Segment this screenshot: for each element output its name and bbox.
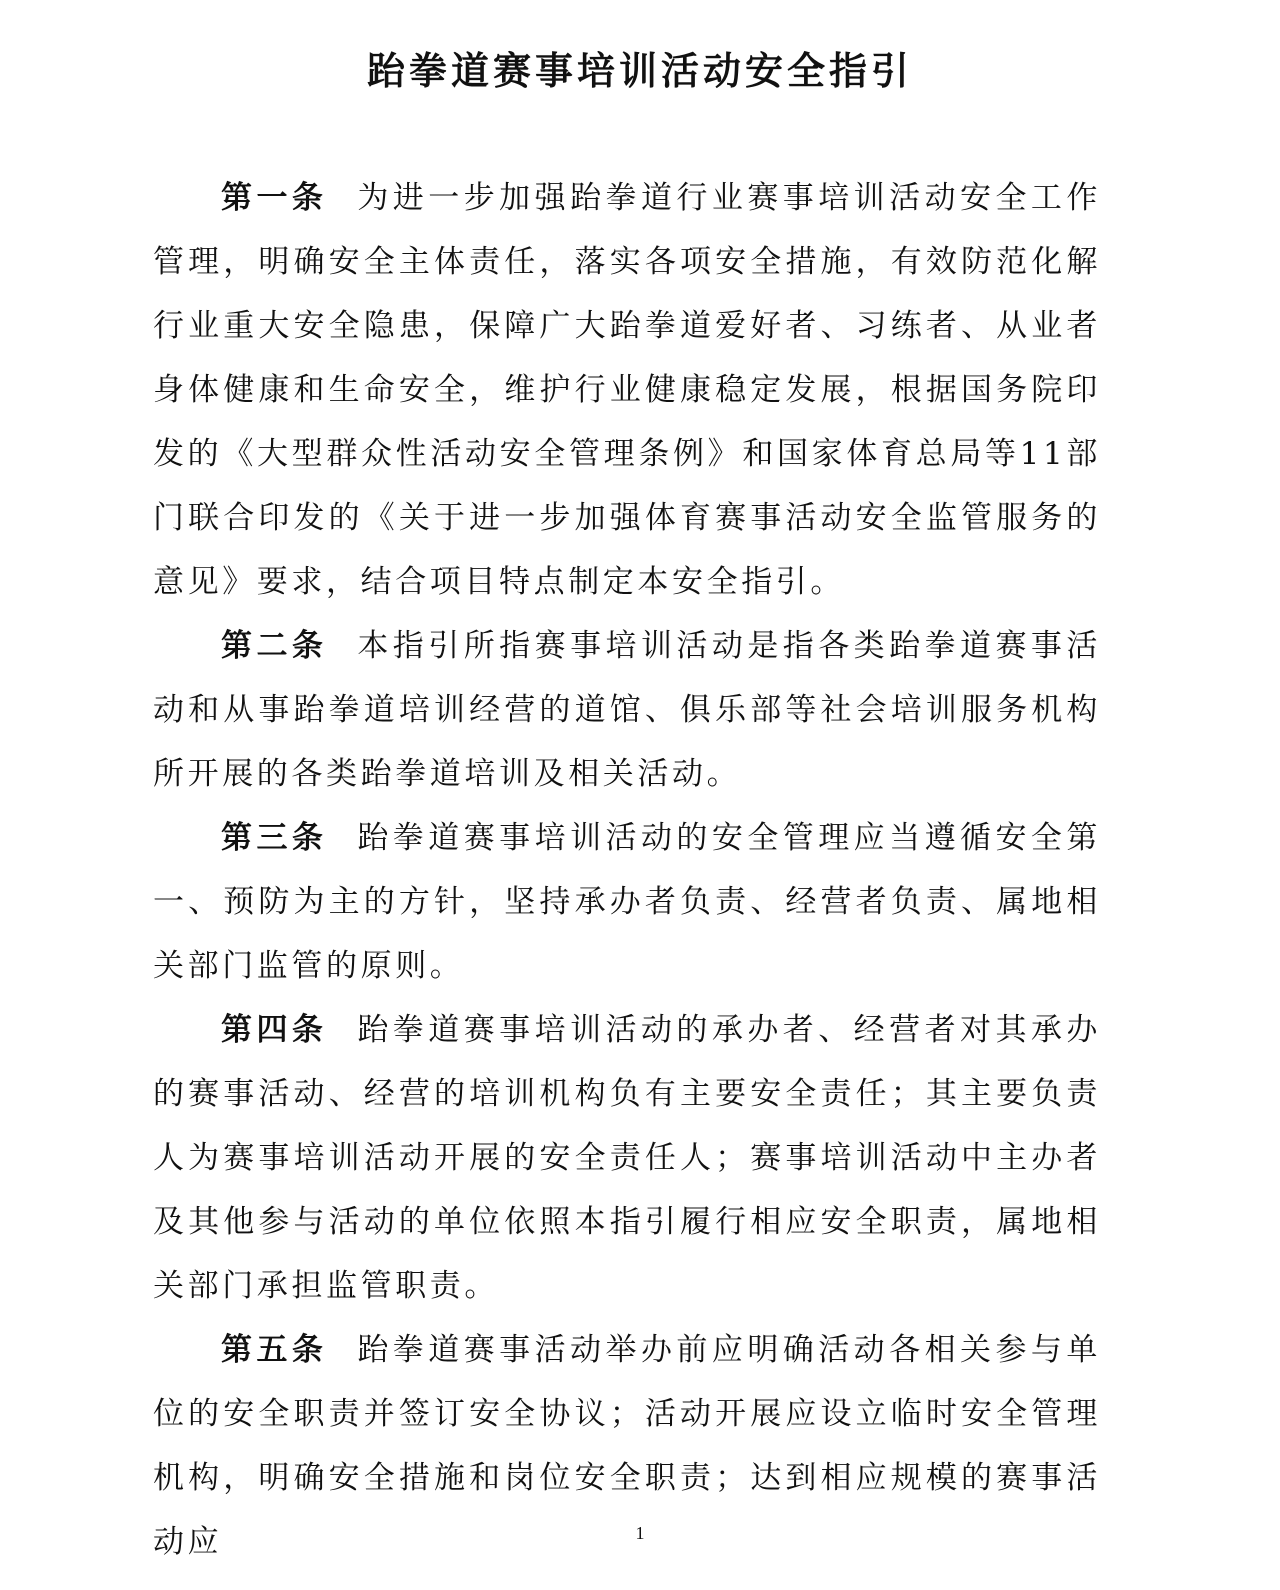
article-label: 第四条	[221, 1012, 328, 1048]
document-title: 跆拳道赛事培训活动安全指引	[366, 48, 913, 93]
article-label: 第三条	[221, 820, 328, 856]
article-text: 跆拳道赛事培训活动的承办者、经营者对其承办的赛事活动、经营的培训机构负有主要安全责任；其主要负责人为赛事培训活动开展的安全责任人；赛事培训活动中主办者及其他参与活动的单位依照本指引履行相应安全职责，属地相关部门承担监管职责。	[153, 1012, 1101, 1304]
article-4	[153, 998, 1101, 1318]
page-number: 1	[635, 1523, 645, 1543]
article-text: 跆拳道赛事培训活动的安全管理应当遵循安全第一、预防为主的方针，坚持承办者负责、经营者负责、属地相关部门监管的原则。	[153, 820, 1101, 984]
article-text: 本指引所指赛事培训活动是指各类跆拳道赛事活动和从事跆拳道培训经营的道馆、俱乐部等社会培训服务机构所开展的各类跆拳道培训及相关活动。	[153, 628, 1101, 792]
article-3	[153, 806, 1101, 998]
article-1	[153, 166, 1101, 614]
article-text: 跆拳道赛事活动举办前应明确活动各相关参与单位的安全职责并签订安全协议；活动开展应设立临时安全管理机构，明确安全措施和岗位安全职责；达到相应规模的赛事活动应	[153, 1332, 1101, 1560]
document-body	[153, 166, 1101, 1574]
article-text: 为进一步加强跆拳道行业赛事培训活动安全工作管理，明确安全主体责任，落实各项安全措施，有效防范化解行业重大安全隐患，保障广大跆拳道爱好者、习练者、从业者身体健康和生命安全，维护行业健康稳定发展，根据国务院印发的《大型群众性活动安全管理条例》和国家体育总局等11部门联合印发的《关于进一步加强体育赛事活动安全监管服务的意见》要求，结合项目特点制定本安全指引。	[153, 180, 1101, 600]
article-label: 第二条	[221, 628, 328, 664]
article-2	[153, 614, 1101, 806]
article-label: 第五条	[221, 1332, 328, 1368]
article-label: 第一条	[221, 180, 328, 216]
